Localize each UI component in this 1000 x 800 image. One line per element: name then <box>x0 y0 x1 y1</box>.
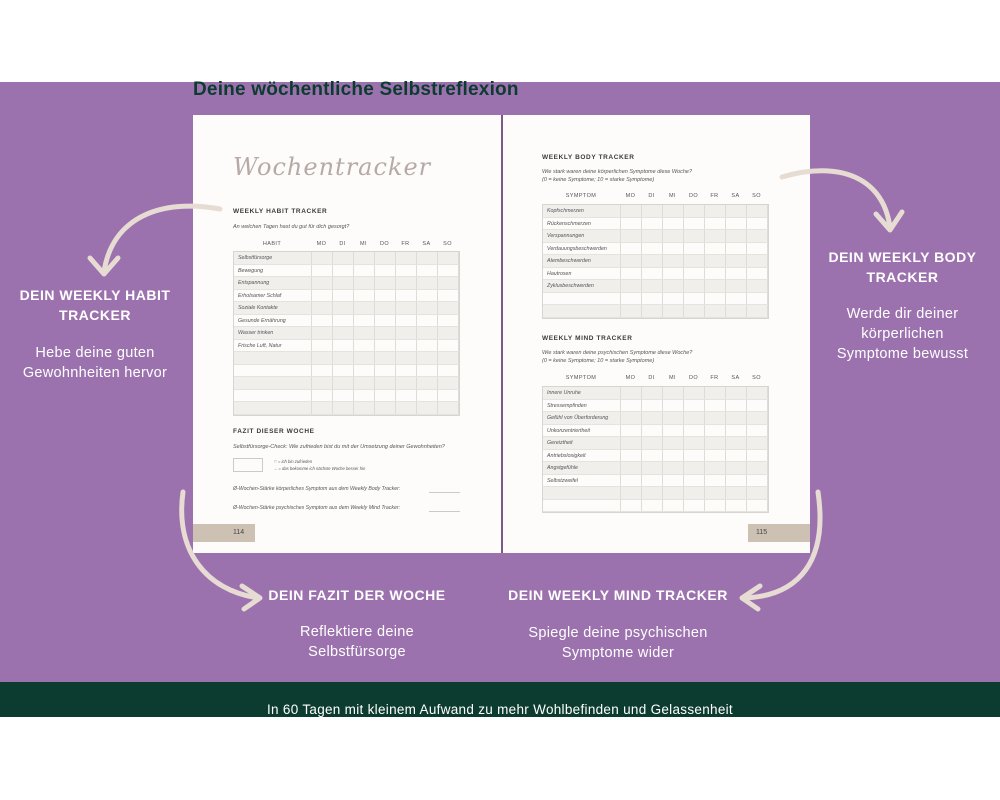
arrow-habit-icon <box>104 206 220 272</box>
body-symptom-col-label: SYMPTOM <box>565 193 597 199</box>
footer-tagline: In 60 Tagen mit kleinem Aufwand zu mehr Wohlbefinden und Gelassenheit <box>267 702 733 717</box>
day-header-fr: FR <box>401 241 410 247</box>
fazit-legend-1: ♡ = ich bin zufrieden <box>273 459 313 464</box>
script-title: Wochentracker <box>233 153 432 181</box>
mind-tracker-question: Wie stark waren deine psychischen Symptome diese Woche? <box>542 350 693 356</box>
day-header-mi: MI <box>669 375 676 381</box>
callout-fazit-title: DEIN FAZIT DER WOCHE <box>268 587 446 603</box>
mind-symptom-row-label: Angstgefühle <box>543 462 621 474</box>
body-tracker-scale: (0 = keine Symptome; 10 = starke Symptome) <box>542 177 655 183</box>
callout-habit-text-line2: Gewohnheiten hervor <box>22 365 168 381</box>
mind-symptom-row-label: Stressempfinden <box>543 400 621 412</box>
callout-mind-text-line1: Spiegle deine psychischen <box>528 625 708 641</box>
callout-fazit-text-line1: Reflektiere deine <box>300 624 414 640</box>
callout-body-title-line2: TRACKER <box>866 269 939 285</box>
page-number-right: 115 <box>748 524 810 542</box>
callout-body-text-line3: Symptome bewusst <box>836 346 969 362</box>
body-symptom-row-label: Rückenschmerzen <box>543 218 621 230</box>
day-header-do: DO <box>379 241 390 247</box>
body-symptom-row-label: Verspannungen <box>543 230 621 242</box>
avg-body-line: Ø-Wochen-Stärke körperliches Symptom aus dem Weekly Body Tracker: <box>233 486 401 492</box>
habit-col-label: HABIT <box>262 241 282 247</box>
day-header-mo: MO <box>625 375 636 381</box>
day-header-so: SO <box>752 193 761 199</box>
day-header-mi: MI <box>669 193 676 199</box>
body-tracker-question: Wie stark waren deine körperlichen Symptome diese Woche? <box>542 169 693 175</box>
callout-mind-title: DEIN WEEKLY MIND TRACKER <box>508 587 728 603</box>
body-symptom-row-label: Atembeschwerden <box>543 255 621 267</box>
arrow-fazit-icon <box>182 492 258 598</box>
body-tracker-title: WEEKLY BODY TRACKER <box>542 154 635 161</box>
habit-tracker-title: WEEKLY HABIT TRACKER <box>233 208 328 215</box>
headline: Deine wöchentliche Selbstreflexion <box>193 79 519 100</box>
day-header-do: DO <box>688 375 699 381</box>
mind-symptom-row-label: Antriebslosigkeit <box>543 450 621 462</box>
day-header-sa: SA <box>731 193 740 199</box>
body-symptom-row-label: Zyklusbeschwerden <box>543 280 621 292</box>
mind-symptom-row-label: Gereiztheit <box>543 437 621 449</box>
habit-row-label: Soziale Kontakte <box>234 302 312 314</box>
mind-symptom-row-label: Innere Unruhe <box>543 387 621 399</box>
mind-tracker-title: WEEKLY MIND TRACKER <box>542 335 633 342</box>
callout-habit-title-line1: DEIN WEEKLY HABIT <box>19 287 171 303</box>
callout-body-title-line1: DEIN WEEKLY BODY <box>828 249 977 265</box>
arrow-body-icon <box>782 171 890 228</box>
mind-symptom-col-label: SYMPTOM <box>565 375 597 381</box>
habit-tracker-question: An welchen Tagen hast du gut für dich gesorgt? <box>233 224 350 230</box>
day-header-sa: SA <box>731 375 740 381</box>
callout-body-text-line1: Werde dir deiner <box>846 306 959 322</box>
body-symptom-row-label: Kopfschmerzen <box>543 205 621 217</box>
habit-row-label: Erholsamer Schlaf <box>234 290 312 302</box>
fazit-title: FAZIT DIESER WOCHE <box>233 428 315 435</box>
day-header-sa: SA <box>422 241 431 247</box>
day-header-fr: FR <box>710 193 719 199</box>
day-header-so: SO <box>752 375 761 381</box>
day-header-mo: MO <box>625 193 636 199</box>
fazit-legend-2: → = das bekomme ich nächste Woche besser hin <box>273 466 366 471</box>
callout-fazit-text-line2: Selbstfürsorge <box>308 644 406 660</box>
page-number-left: 114 <box>193 524 255 542</box>
mind-symptom-row-label: Gefühl von Überforderung <box>543 412 621 424</box>
day-header-do: DO <box>688 193 699 199</box>
avg-mind-line: Ø-Wochen-Stärke psychisches Symptom aus dem Weekly Mind Tracker: <box>233 505 401 511</box>
mind-tracker-scale: (0 = keine Symptome; 10 = starke Symptome) <box>542 358 655 364</box>
fazit-question: Selbstfürsorge-Check: Wie zufrieden bist du mit der Umsetzung deiner Gewohnheiten? <box>233 444 445 450</box>
body-symptom-row-label: Verdauungsbeschwerden <box>543 243 621 255</box>
mind-symptom-row-label: Selbstzweifel <box>543 475 621 487</box>
habit-row-label: Frische Luft, Natur <box>234 340 312 352</box>
mind-symptom-row-label: Unkonzentriertheit <box>543 425 621 437</box>
habit-row-label: Bewegung <box>234 265 312 277</box>
callout-mind-text-line2: Symptome wider <box>561 645 675 661</box>
callout-habit-title-line2: TRACKER <box>59 307 131 323</box>
arrow-mind-icon <box>744 492 820 598</box>
day-header-di: DI <box>648 193 655 199</box>
habit-row-label: Wasser trinken <box>234 327 312 339</box>
day-header-so: SO <box>443 241 452 247</box>
habit-row-label: Gesunde Ernährung <box>234 315 312 327</box>
callout-habit-text-line1: Hebe deine guten <box>35 345 155 361</box>
day-header-mi: MI <box>360 241 367 247</box>
day-header-di: DI <box>648 375 655 381</box>
body-symptom-row-label: Hautrosen <box>543 268 621 280</box>
day-header-fr: FR <box>710 375 719 381</box>
habit-row-label: Selbstfürsorge <box>234 252 312 264</box>
habit-row-label: Entspannung <box>234 277 312 289</box>
callout-body-text-line2: körperlichen <box>861 326 944 342</box>
day-header-di: DI <box>339 241 346 247</box>
day-header-mo: MO <box>316 241 327 247</box>
